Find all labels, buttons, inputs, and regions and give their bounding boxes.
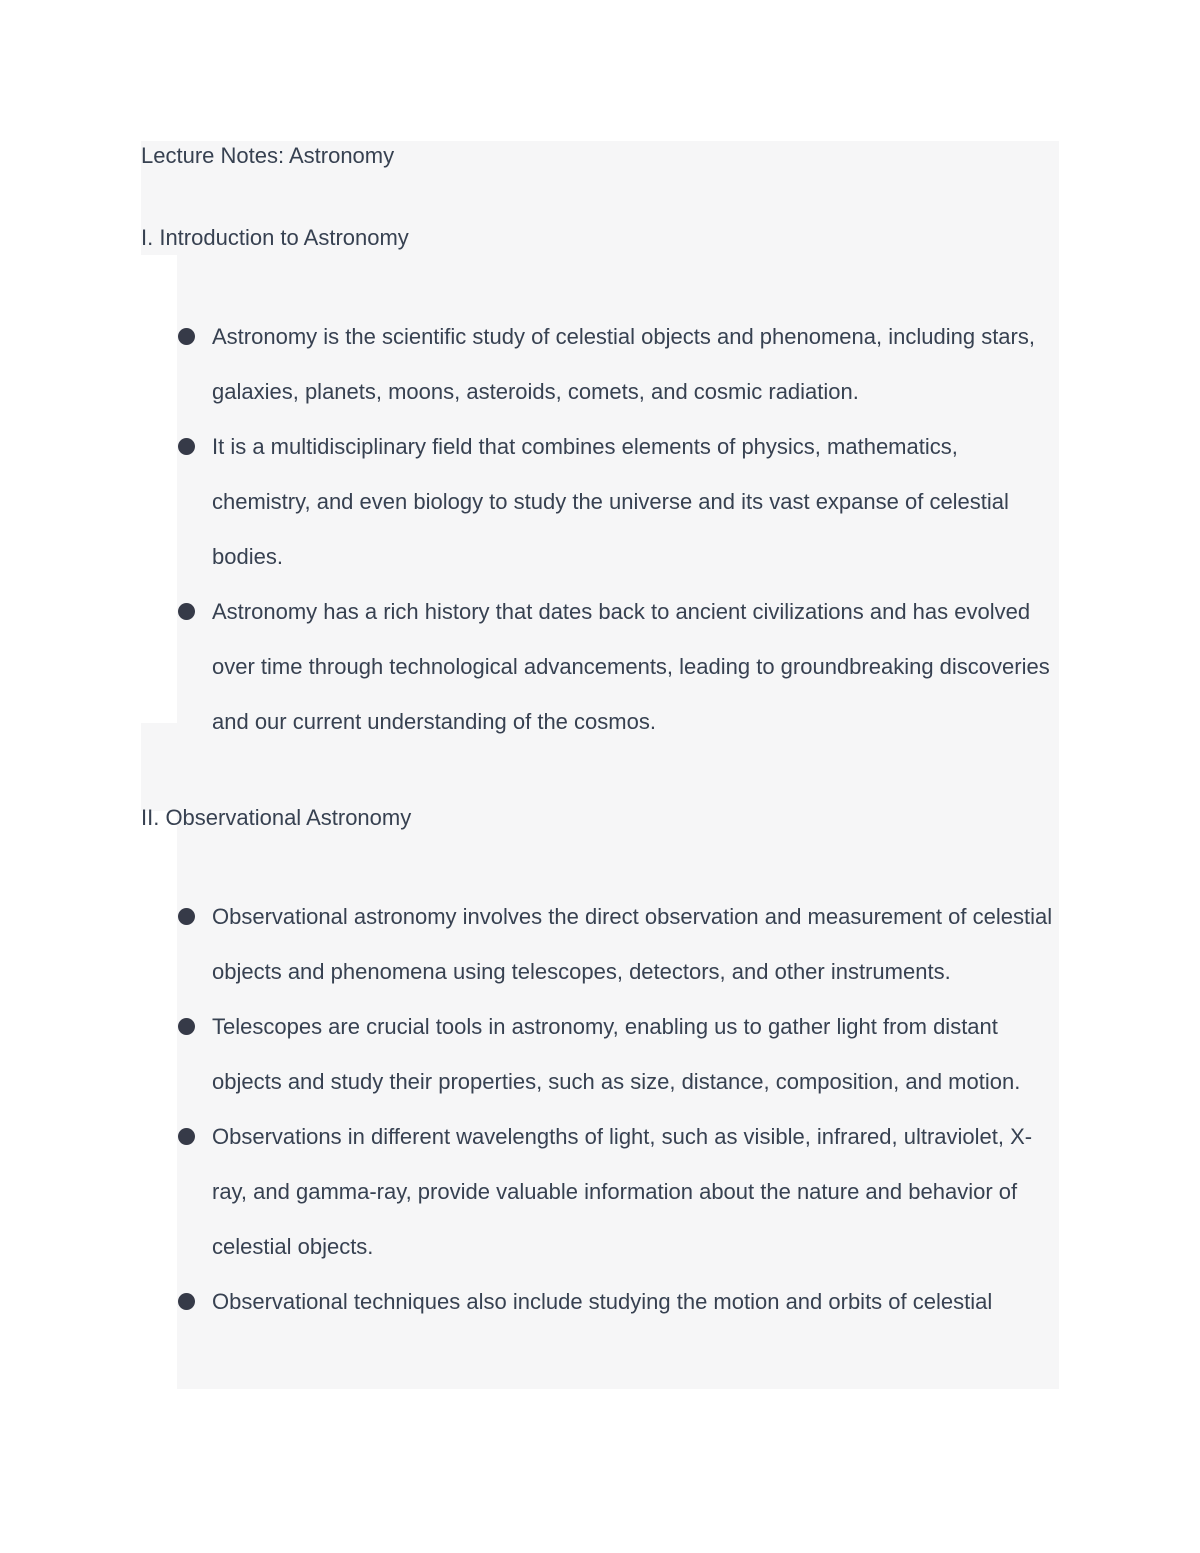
bullet-icon xyxy=(178,603,195,620)
list-item-text: Observations in different wavelengths of light, such as visible, infrared, ultraviolet, X-ray, and gamma-ray, provide valuable information about the nature and behavior of celestial objects. xyxy=(212,1124,1033,1259)
document-title: Lecture Notes: Astronomy xyxy=(141,143,395,168)
list-item-text: Telescopes are crucial tools in astronomy, enabling us to gather light from distant objects and study their properties, such as size, distance, composition, and motion. xyxy=(212,1014,1021,1094)
list-item-text: It is a multidisciplinary field that combines elements of physics, mathematics, chemistry, and even biology to study the universe and its vast expanse of celestial bodies. xyxy=(212,434,1009,569)
list-item xyxy=(141,584,1059,749)
bullet-icon xyxy=(178,438,195,455)
bullet-icon xyxy=(178,1018,195,1035)
bullet-icon xyxy=(178,1128,195,1145)
section-heading-observational: II. Observational Astronomy xyxy=(141,805,412,830)
list-item xyxy=(141,309,1059,419)
list-item-text: Astronomy is the scientific study of celestial objects and phenomena, including stars, galaxies, planets, moons, asteroids, comets, and cosmic radiation. xyxy=(212,324,1035,404)
bullet-icon xyxy=(178,1293,195,1310)
bullet-list-observational xyxy=(141,889,1059,1329)
list-item-text: Observational techniques also include studying the motion and orbits of celestial xyxy=(212,1289,993,1314)
bullet-list-introduction xyxy=(141,309,1059,749)
list-item-text: Observational astronomy involves the direct observation and measurement of celestial objects and phenomena using telescopes, detectors, and other instruments. xyxy=(212,904,1053,984)
list-item xyxy=(141,999,1059,1109)
list-item xyxy=(141,889,1059,999)
bullet-icon xyxy=(178,908,195,925)
list-item-text: Astronomy has a rich history that dates back to ancient civilizations and has evolved over time through technological advancements, leading to groundbreaking discoveries and our current understanding of the cosmos. xyxy=(212,599,1050,734)
section-heading-introduction: I. Introduction to Astronomy xyxy=(141,225,409,250)
list-item xyxy=(141,419,1059,584)
list-item xyxy=(141,1109,1059,1274)
list-item xyxy=(141,1274,1059,1329)
document-body xyxy=(141,141,1059,1329)
bullet-icon xyxy=(178,328,195,345)
